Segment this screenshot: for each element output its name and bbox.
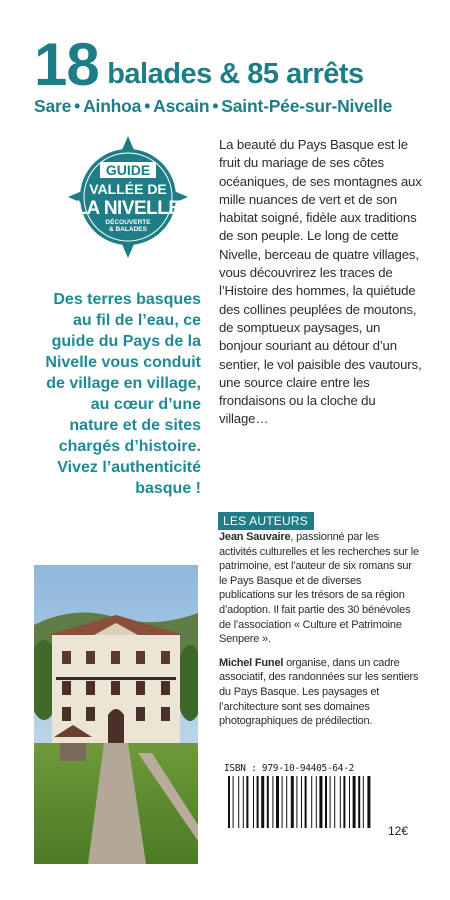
author-paragraph: [219, 530, 419, 647]
balcony: [56, 677, 176, 680]
compass-south-icon: [122, 244, 134, 258]
author-name: Michel Funel: [219, 656, 284, 669]
barcode-bar: [358, 776, 360, 828]
barcode-bar: [353, 776, 356, 828]
barcode-bar: [319, 776, 322, 828]
cover-headline: [34, 30, 444, 99]
barcode-bar: [291, 776, 294, 828]
barcode-bar: [253, 776, 254, 828]
well: [60, 743, 86, 761]
author-bio: organise, dans un cadre associatif, des randonnées sur les sentiers du Pays Basque. Les paysages et l’architecture sont ses domaines photographiques de prédilection.: [219, 656, 419, 728]
barcode-bar: [238, 776, 239, 828]
author-paragraph: [219, 656, 419, 729]
logo-valley-text: VALLÉE DE: [89, 181, 167, 197]
village-separator: •: [144, 96, 151, 116]
barcode-bar: [233, 776, 234, 828]
authors-label: LES AUTEURS: [218, 512, 314, 530]
villages-line: [34, 96, 444, 117]
barcode-bar: [363, 776, 364, 828]
barcode-bar: [334, 776, 335, 828]
cover-photo: [34, 565, 198, 864]
barcode-bar: [243, 776, 244, 828]
logo-balades-text: & BALADES: [109, 226, 147, 233]
cover-tagline: Des terres basques au fil de l’eau, ce guide du Pays de la Nivelle vous conduit de village en village, au cœur d’une nature et de sites chargés d’histoire. Vivez l’authenticité basque !: [45, 291, 201, 497]
barcode-bar: [367, 776, 370, 828]
description-text: La beauté du Pays Basque est le fruit du mariage de ses côtes océaniques, de ses montagnes aux mille nuances de vert et de son habitat soigné, fidèle aux traditions de son peuple. Le long de cette Nivelle, berceau de quatre villages, vous découvrirez les traces de l’Histoire des hommes, la quiétude des collines peuplées de moutons, de somptueux paysages, un bonjour souriant au détour d’un sentier, le vol paisible des vautours, une source claire entre les frondaisons ou la cloche du village…: [219, 137, 422, 427]
author-bio: , passionné par les activités culturelles et les recherches sur le patrimoine, est l’auteur de six romans sur le Pays Basque et de diverses publications sur les trésors de sa région d’adoption. Il fait partie des 30 bénévoles de l’association « Culture et Patrimoine Senpere ».: [219, 531, 419, 646]
guide-logo: [68, 136, 188, 258]
barcode-bar: [343, 776, 345, 828]
authors-section: [219, 530, 419, 738]
barcode-bar: [316, 776, 317, 828]
isbn-text: ISBN : 979-10-94405-64-2: [224, 763, 355, 774]
village-name: Ainhoa: [83, 96, 142, 116]
logo-nivelle-text: LA NIVELLE: [75, 198, 181, 219]
logo-decouverte-text: DÉCOUVERTE: [105, 219, 151, 226]
barcode-bar: [276, 776, 279, 828]
village-separator: •: [74, 96, 81, 116]
village-separator: •: [212, 96, 219, 116]
author-name: Jean Sauvaire: [219, 531, 291, 543]
barcode-bar: [246, 776, 248, 828]
logo-guide-text: GUIDE: [105, 162, 151, 178]
barcode-bar: [340, 776, 341, 828]
barcode-bar: [228, 776, 230, 828]
barcode-bar: [267, 776, 269, 828]
barcode-bar: [301, 776, 302, 828]
barcode-bar: [349, 776, 350, 828]
barcode-bar: [257, 776, 259, 828]
headline-number: 18: [34, 31, 99, 98]
barcode-bar: [261, 776, 264, 828]
headline-text: balades & 85 arrêts: [107, 58, 364, 90]
price-label: 12€: [388, 824, 409, 838]
village-name: Ascain: [153, 96, 210, 116]
village-name: Sare: [34, 96, 72, 116]
barcode-bar: [286, 776, 287, 828]
barcode-bar: [282, 776, 283, 828]
barcode-bar: [305, 776, 307, 828]
barcode-bar: [296, 776, 297, 828]
barcode-bar: [325, 776, 327, 828]
barcode-bar: [272, 776, 273, 828]
barcode-bar: [330, 776, 331, 828]
barcode-bar: [311, 776, 312, 828]
compass-north-icon: [122, 136, 134, 150]
village-name: Saint-Pée-sur-Nivelle: [221, 96, 393, 116]
